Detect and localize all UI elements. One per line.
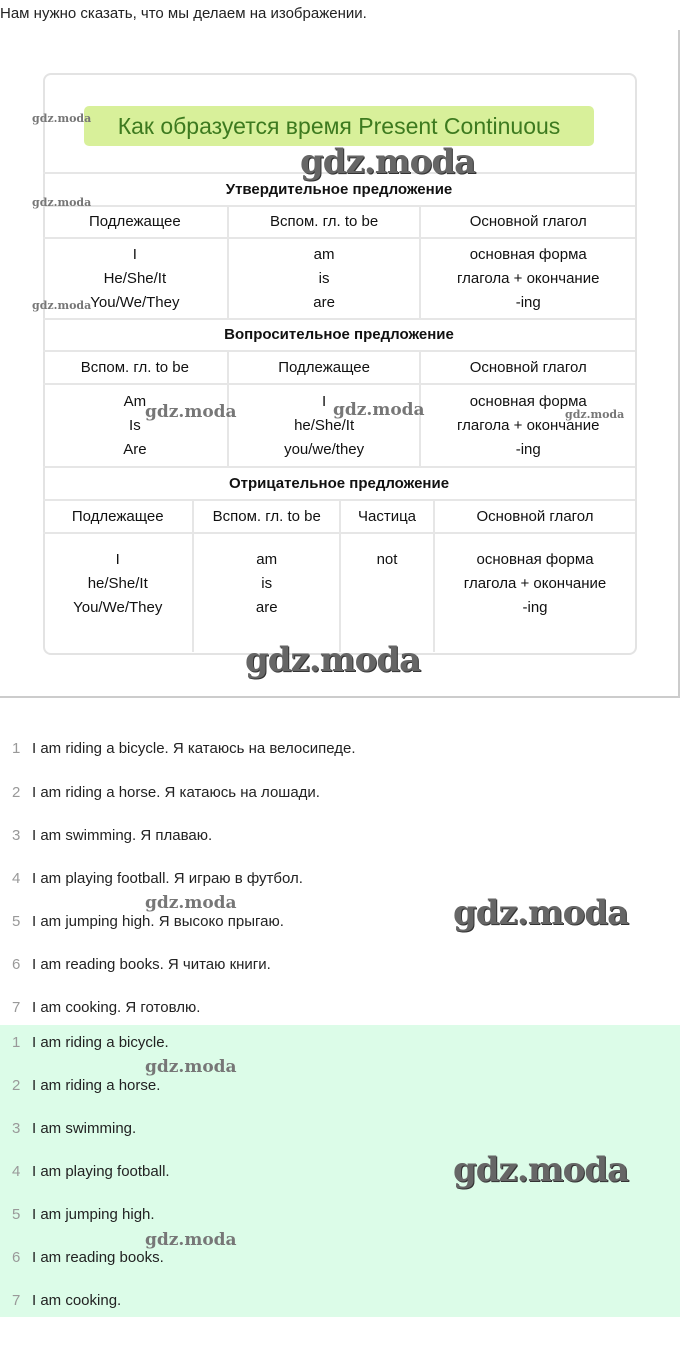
item-text: I am riding a bicycle. Я катаюсь на велосипеде. [32, 740, 356, 757]
item-text: I am riding a horse. Я катаюсь на лошади. [32, 784, 320, 801]
intro-text: Нам нужно сказать, что мы делаем на изображении. [0, 5, 367, 22]
section-heading: Утвердительное предложение [225, 180, 453, 198]
list-item [12, 913, 284, 930]
watermark: gdz.moda [565, 408, 625, 421]
column-header: Вспом. гл. to be [227, 207, 420, 237]
column-header-row [43, 350, 635, 383]
watermark: gdz.moda [145, 1057, 237, 1077]
watermark: gdz.moda [145, 1230, 237, 1250]
list-item [12, 1292, 121, 1309]
table-cell: am is are [192, 534, 339, 652]
item-text: I am reading books. [32, 1249, 164, 1266]
column-header: Вспом. гл. to be [192, 501, 339, 532]
item-number: 1 [12, 740, 21, 757]
table-cell: I He/She/It You/We/They [90, 245, 180, 311]
item-text: I am riding a horse. [32, 1077, 161, 1094]
item-number: 1 [12, 1034, 21, 1051]
table-row [43, 383, 635, 466]
item-text: I am cooking. Я готовлю. [32, 999, 201, 1016]
column-header: Вспом. гл. to be [80, 358, 189, 376]
watermark: gdz.moda [32, 112, 92, 125]
list-item [12, 740, 356, 757]
item-text: I am jumping high. Я высоко прыгаю. [32, 913, 284, 930]
list-item [12, 870, 303, 887]
item-text: I am cooking. [32, 1292, 122, 1309]
item-number: 3 [12, 827, 21, 844]
section-heading: Отрицательное предложение [228, 474, 450, 492]
column-header: Основной глагол [433, 501, 635, 532]
list-item [12, 999, 200, 1016]
list-item [12, 827, 212, 844]
item-number: 2 [12, 1077, 21, 1094]
item-text: I am jumping high. [32, 1206, 155, 1223]
section-heading-row [43, 172, 635, 205]
watermark: gdz.moda [333, 400, 425, 420]
watermark: gdz.moda [32, 299, 92, 312]
table-cell: основная форма глагола + окончание -ing [419, 385, 635, 466]
watermark: gdz.moda [453, 1150, 629, 1190]
list-item [12, 784, 320, 801]
table-cell: Am Is Are [123, 392, 147, 458]
list-item [12, 1206, 155, 1223]
item-text: I am reading books. Я читаю книги. [32, 956, 271, 973]
item-text: I am playing football. Я играю в футбол. [32, 870, 303, 887]
list-item [12, 1163, 170, 1180]
section-heading: Вопросительное предложение [224, 326, 454, 343]
column-header: Подлежащее [89, 213, 181, 230]
column-header-row [43, 205, 635, 237]
item-number: 7 [12, 999, 21, 1016]
watermark: gdz.moda [32, 196, 92, 209]
table-cell: основная форма глагола + окончание -ing [433, 534, 635, 652]
table-cell: am is are [227, 239, 420, 318]
watermark: gdz.moda [300, 142, 476, 182]
item-text: I am playing football. [32, 1163, 170, 1180]
item-text: I am riding a bicycle. [32, 1034, 169, 1051]
item-text: I am swimming. Я плаваю. [32, 827, 213, 844]
column-header: Основной глагол [419, 352, 635, 383]
item-number: 4 [12, 1163, 21, 1180]
table-cell: I he/She/It you/we/they [227, 385, 420, 466]
item-text: I am swimming. [32, 1120, 137, 1137]
list-item [12, 956, 271, 973]
column-header: Подлежащее [71, 507, 164, 525]
watermark: gdz.moda [145, 893, 237, 913]
item-number: 5 [12, 913, 21, 930]
item-number: 6 [12, 1249, 21, 1266]
column-header-row [43, 499, 635, 532]
list-item [12, 1034, 169, 1051]
list-item [12, 1120, 136, 1137]
item-number: 7 [12, 1292, 21, 1309]
section-heading-row [43, 318, 635, 350]
list-item [12, 1077, 160, 1094]
item-number: 2 [12, 784, 21, 801]
table-title: Как образуется время Present Continuous [84, 106, 594, 146]
column-header: Частица [339, 501, 433, 532]
watermark: gdz.moda [245, 640, 421, 680]
item-number: 3 [12, 1120, 21, 1137]
table-cell: основная форма глагола + окончание -ing [419, 239, 635, 318]
table-cell: not [339, 534, 433, 652]
table-row [43, 532, 635, 652]
watermark: gdz.moda [145, 402, 237, 422]
item-number: 5 [12, 1206, 21, 1223]
list-item [12, 1249, 164, 1266]
column-header: Основной глагол [419, 207, 635, 237]
column-header: Подлежащее [227, 352, 420, 383]
table-cell: I he/She/It You/We/They [73, 551, 163, 616]
watermark: gdz.moda [453, 893, 629, 933]
item-number: 4 [12, 870, 21, 887]
item-number: 6 [12, 956, 21, 973]
section-heading-row [43, 466, 635, 499]
table-row [43, 237, 635, 318]
